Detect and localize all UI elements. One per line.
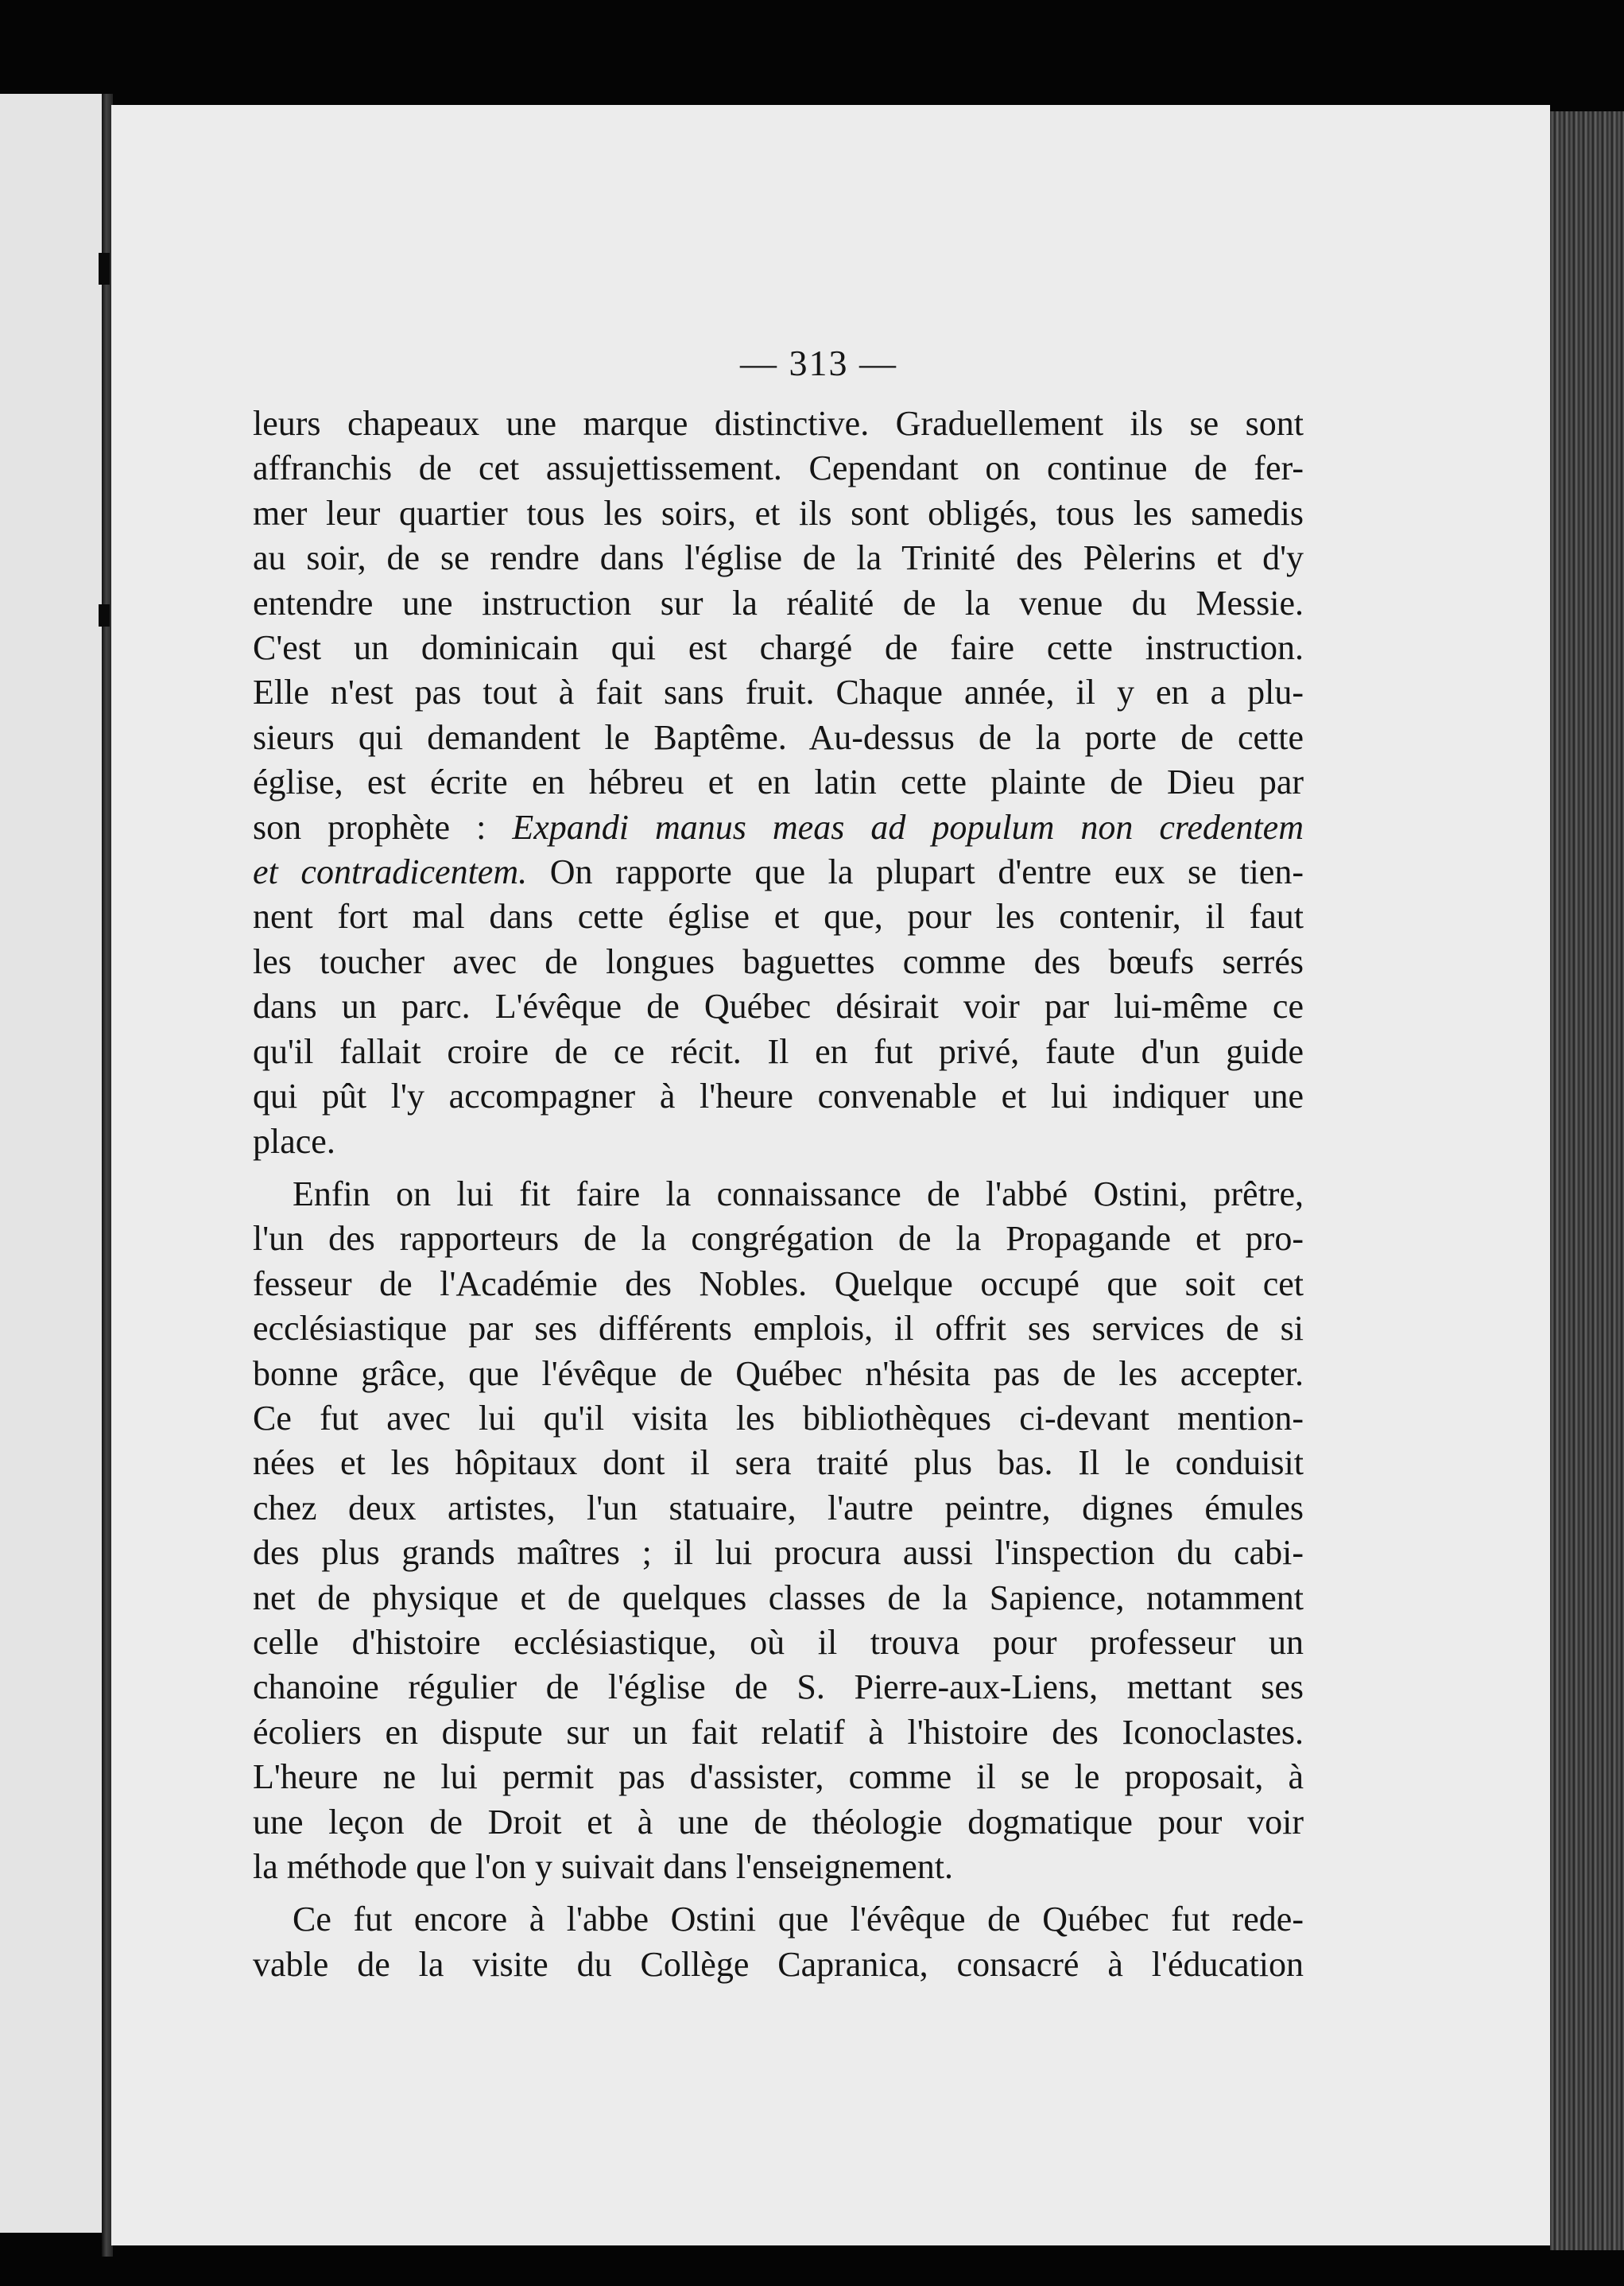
text-line-with-latin [253,805,1304,850]
text-line: dans un parc. L'évêque de Québec désirait voir par lui-même ce [253,987,1304,1027]
text-line: place. [253,1121,335,1161]
text-line: nent fort mal dans cette église et que, pour les contenir, il faut [253,897,1304,937]
text-line: église, est écrite en hébreu et en latin cette plainte de Dieu par [253,763,1304,802]
text-line: Ce fut encore à l'abbe Ostini que l'évêque de Québec fut rede- [293,1900,1304,1939]
text-line: l'un des rapporteurs de la congrégation de la Propagande et pro- [253,1219,1304,1259]
page-fore-edge [1550,111,1624,2250]
text-line: net de physique et de quelques classes de la Sapience, notamment [253,1578,1304,1617]
text-line: affranchis de cet assujettissement. Cependant on continue de fer- [253,448,1304,488]
text-line: mer leur quartier tous les soirs, et ils sont obligés, tous les samedis [253,493,1304,533]
text-fragment: On rapporte que la plupart d'entre eux se tien- [527,852,1304,892]
text-line: chanoine régulier de l'église de S. Pierre-aux-Liens, mettant ses [253,1667,1304,1707]
text-line-with-latin [253,850,1304,895]
text-line: leurs chapeaux une marque distinctive. Graduellement ils se sont [253,404,1304,443]
text-line: L'heure ne lui permit pas d'assister, comme il se le proposait, à [253,1757,1304,1797]
latin-quote: Expandi manus meas ad populum non credentem [512,807,1304,847]
page-text [253,402,1304,1987]
text-line: au soir, de se rendre dans l'église de la Trinité des Pèlerins et d'y [253,538,1304,578]
text-line: ecclésiastique par ses différents emplois, il offrit ses services de si [253,1309,1304,1349]
binding-mark-middle [99,604,110,627]
text-fragment: son prophète : [253,807,513,847]
latin-quote: et contradicentem. [253,852,528,892]
text-line: qu'il fallait croire de ce récit. Il en fut privé, faute d'un guide [253,1031,1304,1071]
text-line: sieurs qui demandent le Baptême. Au-dessus de la porte de cette [253,717,1304,757]
text-line: celle d'histoire ecclésiastique, où il trouva pour professeur un [253,1622,1304,1662]
text-line: qui pût l'y accompagner à l'heure convenable et lui indiquer une [253,1077,1304,1116]
text-line: Elle n'est pas tout à fait sans fruit. Chaque année, il y en a plu- [253,673,1304,712]
text-line: une leçon de Droit et à une de théologie dogmatique pour voir [253,1802,1304,1842]
left-page-edge [0,94,111,2233]
text-line: vable de la visite du Collège Capranica, consacré à l'éducation [253,1944,1304,1984]
text-line: les toucher avec de longues baguettes comme des bœufs serrés [253,941,1304,981]
text-line: des plus grands maîtres ; il lui procura aussi l'inspection du cabi- [253,1533,1304,1573]
text-line: nées et les hôpitaux dont il sera traité plus bas. Il le conduisit [253,1443,1304,1483]
text-line: Enfin on lui fit faire la connaissance de l'abbé Ostini, prêtre, [293,1174,1304,1213]
page-number: — 313 — [740,343,897,383]
text-line: écoliers en dispute sur un fait relatif à l'histoire des Iconoclastes. [253,1712,1304,1752]
text-line: entendre une instruction sur la réalité de la venue du Messie. [253,583,1304,623]
text-line: chez deux artistes, l'un statuaire, l'autre peintre, dignes émules [253,1488,1304,1527]
text-line: bonne grâce, que l'évêque de Québec n'hésita pas de les accepter. [253,1353,1304,1393]
text-line: fesseur de l'Académie des Nobles. Quelque occupé que soit cet [253,1263,1304,1303]
text-line: Ce fut avec lui qu'il visita les bibliothèques ci-devant mention- [253,1398,1304,1438]
binding-mark-top [99,253,110,285]
text-line: C'est un dominicain qui est chargé de faire cette instruction. [253,628,1304,668]
text-line: la méthode que l'on y suivait dans l'enseignement. [253,1847,953,1886]
